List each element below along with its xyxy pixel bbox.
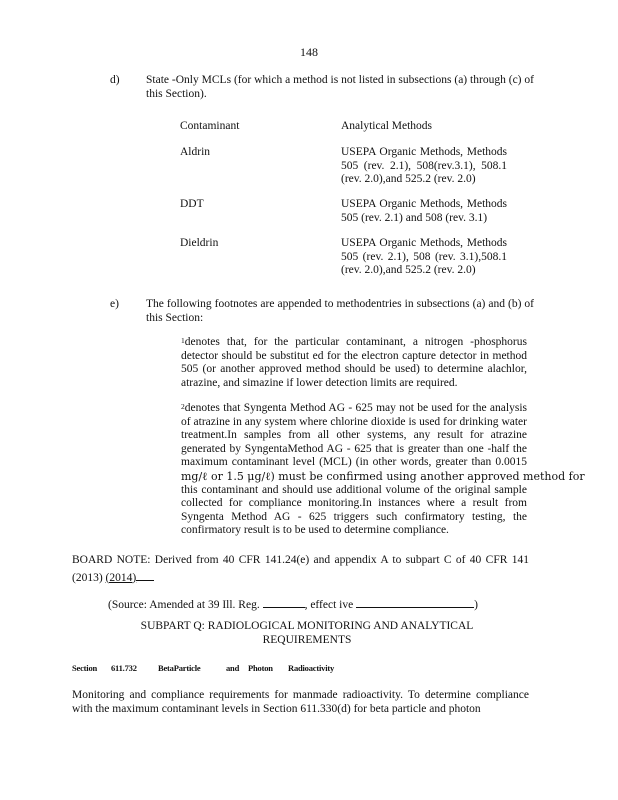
method-line: (rev. 2.0),and 525.2 (rev. 2.0) — [341, 264, 476, 276]
section-title-word: BetaParticle — [158, 663, 201, 673]
footnote-2-part-c: this contaminant and should use additional volume of the original sample collected for compliance monitoring.In instances where a result from Syngenta Method AG - 625 triggers such confirmatory testing, the confirmatory result is to be used to determine compliance. — [181, 483, 527, 536]
source-blank-date — [356, 595, 474, 608]
table-header-contaminant: Contaminant — [180, 120, 240, 132]
footnote-1-text: denotes that, for the particular contaminant, a nitrogen -phosphorus detector should be substitut ed for the electron capture detector in method 505 (or another approved method should be used) to determine alachlor, atrazine, and simazine if lower detection limits are required. — [181, 336, 527, 389]
footnote-1-marker: 1 — [181, 336, 185, 345]
source-middle: , effect ive — [304, 599, 354, 611]
method-line: USEPA Organic Methods, Methods — [341, 146, 507, 158]
subpart-heading-line-1: SUBPART Q: RADIOLOGICAL MONITORING AND ANALYTICAL — [140, 620, 474, 632]
item-d-marker: d) — [110, 74, 120, 86]
source-suffix: ) — [474, 599, 478, 611]
subpart-heading — [72, 620, 542, 647]
item-e-marker: e) — [110, 298, 119, 310]
footnote-2-marker: 2 — [181, 402, 185, 411]
method-line: 505 (rev. 2.1), 508 (rev. 3.1),508.1 — [341, 250, 507, 263]
section-label: Section — [72, 663, 98, 673]
subpart-heading-line-2: REQUIREMENTS — [262, 633, 352, 646]
source-prefix: (Source: Amended at 39 Ill. Reg. — [108, 599, 260, 611]
footnote-1 — [181, 336, 527, 390]
table-row-methods — [341, 198, 507, 225]
item-e-text: The following footnotes are appended to methodentries in subsections (a) and (b) of this Section: — [146, 298, 534, 324]
board-note-blank — [136, 568, 154, 581]
board-note — [72, 554, 529, 585]
method-line: USEPA Organic Methods, Methods — [341, 198, 507, 210]
section-title-word: Photon — [248, 663, 273, 673]
method-line: 505 (rev. 2.1) and 508 (rev. 3.1) — [341, 211, 488, 224]
table-row-methods — [341, 146, 507, 187]
footnote-2 — [181, 402, 585, 538]
body-paragraph: Monitoring and compliance requirements for manmade radioactivity. To determine compliance with the maximum contaminant levels in Section 611.330(d) for beta particle and photon — [72, 689, 529, 715]
section-title-word: Radioactivity — [288, 663, 335, 673]
table-header-methods: Analytical Methods — [341, 120, 433, 132]
board-note-amended-year: (2014) — [105, 571, 137, 584]
section-number: 611.732 — [111, 663, 137, 673]
table-row-contaminant: DDT — [180, 198, 204, 210]
source-blank-reg — [263, 595, 305, 608]
board-note-text: BOARD NOTE: Derived from 40 CFR 141.24(e) and appendix A to subpart C of 40 CFR 141 (2013) — [72, 554, 529, 584]
page-number: 148 — [300, 45, 318, 59]
item-d-text: State -Only MCLs (for which a method is not listed in subsections (a) through (c) of this Section). — [146, 74, 534, 100]
section-title-word: and — [226, 663, 240, 673]
table-row-contaminant: Dieldrin — [180, 237, 219, 249]
source-line — [108, 595, 478, 613]
table-row-contaminant: Aldrin — [180, 146, 211, 158]
method-line: USEPA Organic Methods, Methods — [341, 237, 507, 249]
method-line: 505 (rev. 2.1), 508(rev.3.1), 508.1 — [341, 159, 507, 172]
method-line: (rev. 2.0),and 525.2 (rev. 2.0) — [341, 173, 476, 185]
footnote-2-part-a: $^2$denotes that Syngenta Method AG - 625 may not be used for the analysis of atrazine in any system where chlorine dioxide is used for drinking water treatment.In samples from all other systems, any result for atrazine generated by SyngentaMethod AG - 625 that is greater than one -half the maximum contaminant level (MCL) (in other words, greater than 0.0015 — [181, 402, 527, 468]
table-row-methods — [341, 237, 507, 278]
footnote-2-part-b: mg/ℓ or 1.5 μg/ℓ) must be confirmed using another approved method for — [181, 469, 585, 483]
